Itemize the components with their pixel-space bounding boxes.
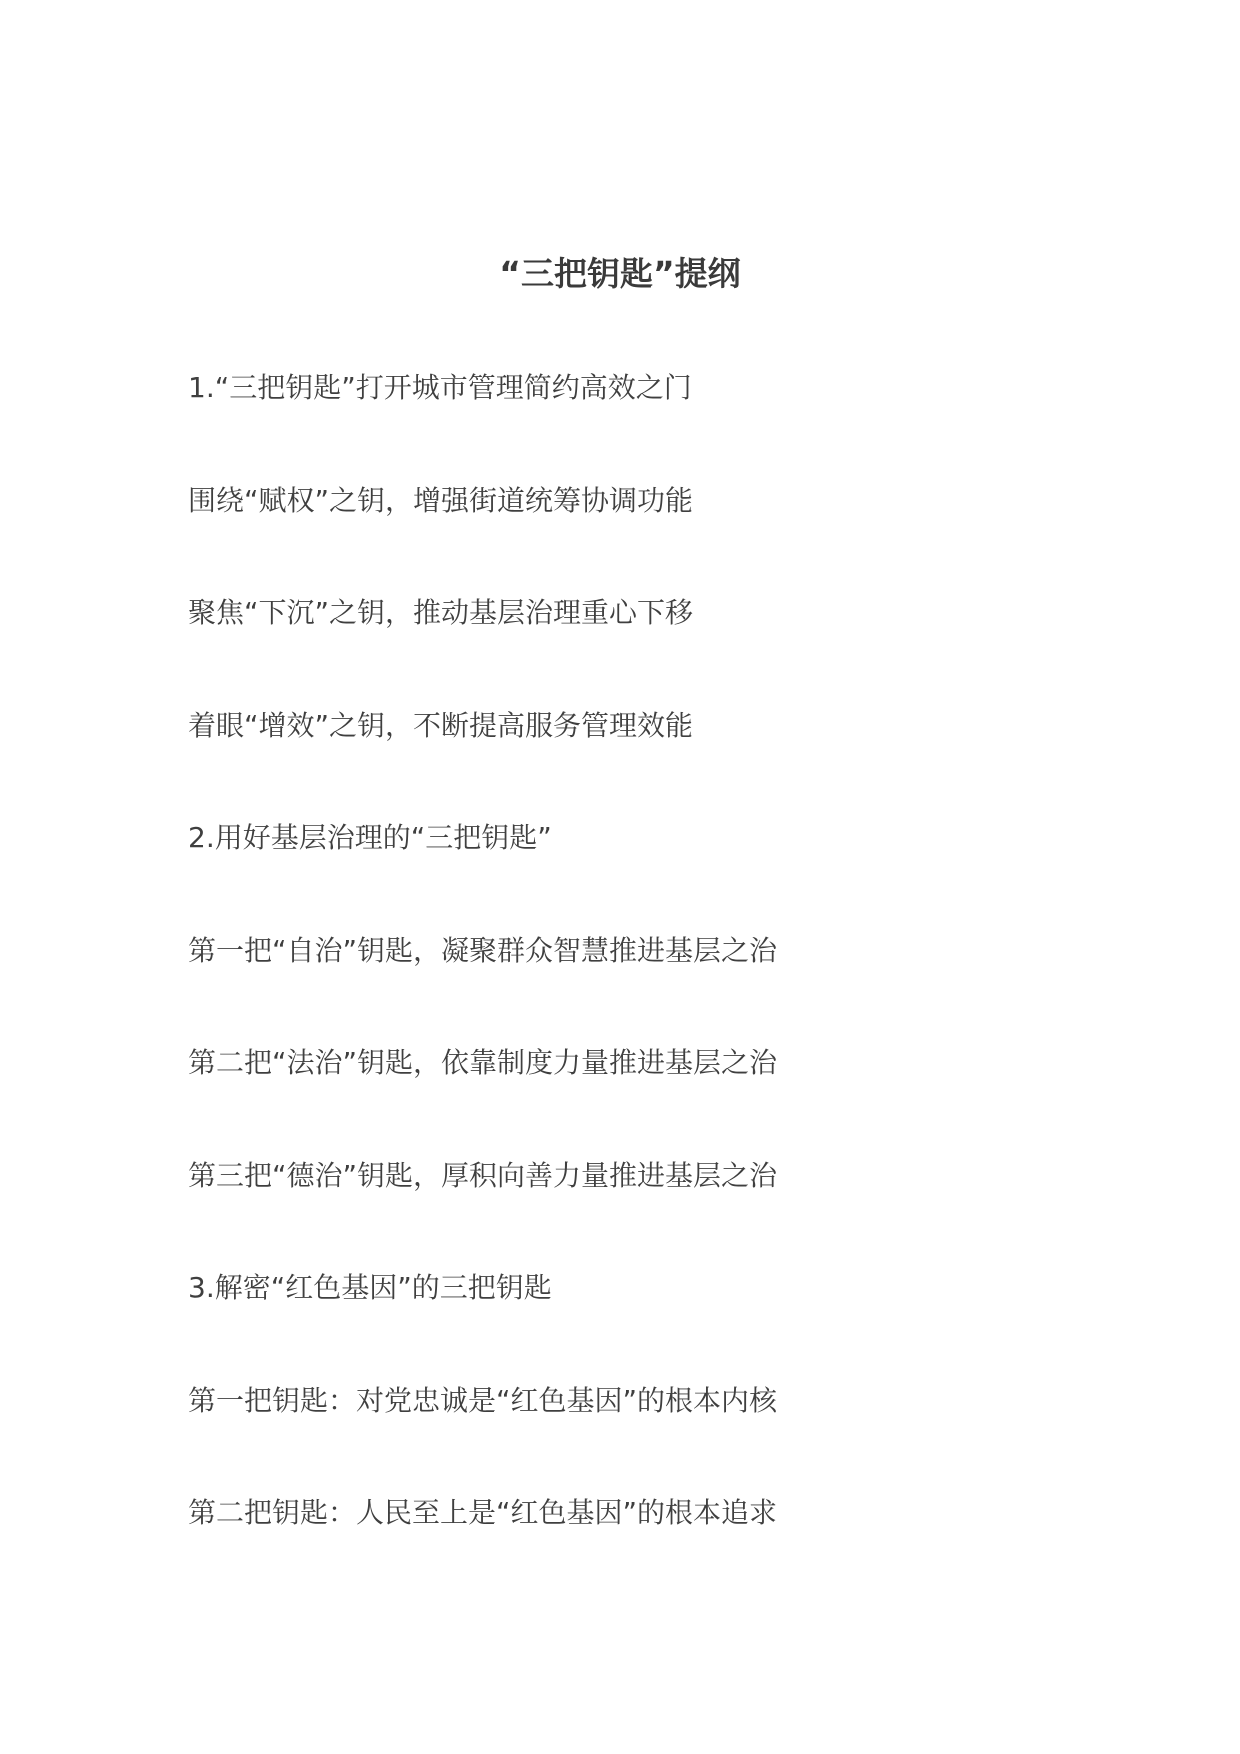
- outline-item: 围绕“赋权”之钥，增强街道统筹协调功能: [188, 483, 694, 517]
- document-body: [188, 368, 1148, 1606]
- heading-section-3: 3.解密“红色基因”的三把钥匙: [188, 1271, 552, 1304]
- outline-item: 第二把钥匙：人民至上是“红色基因”的根本追求: [188, 1496, 778, 1529]
- outline-item: 第一把钥匙：对党忠诚是“红色基因”的根本内核: [188, 1383, 778, 1417]
- heading-section-2: 2.用好基层治理的“三把钥匙”: [188, 821, 552, 854]
- outline-item: 着眼“增效”之钥，不断提高服务管理效能: [188, 708, 694, 742]
- outline-item: 聚焦“下沉”之钥，推动基层治理重心下移: [188, 596, 694, 629]
- heading-section-1: 1.“三把钥匙”打开城市管理简约高效之门: [188, 371, 692, 404]
- outline-item: 第二把“法治”钥匙，依靠制度力量推进基层之治: [188, 1046, 778, 1079]
- outline-item: 第一把“自治”钥匙，凝聚群众智慧推进基层之治: [188, 933, 778, 967]
- outline-item: 第三把“德治”钥匙，厚积向善力量推进基层之治: [188, 1158, 778, 1192]
- document-title: “三把钥匙”提纲: [499, 254, 741, 293]
